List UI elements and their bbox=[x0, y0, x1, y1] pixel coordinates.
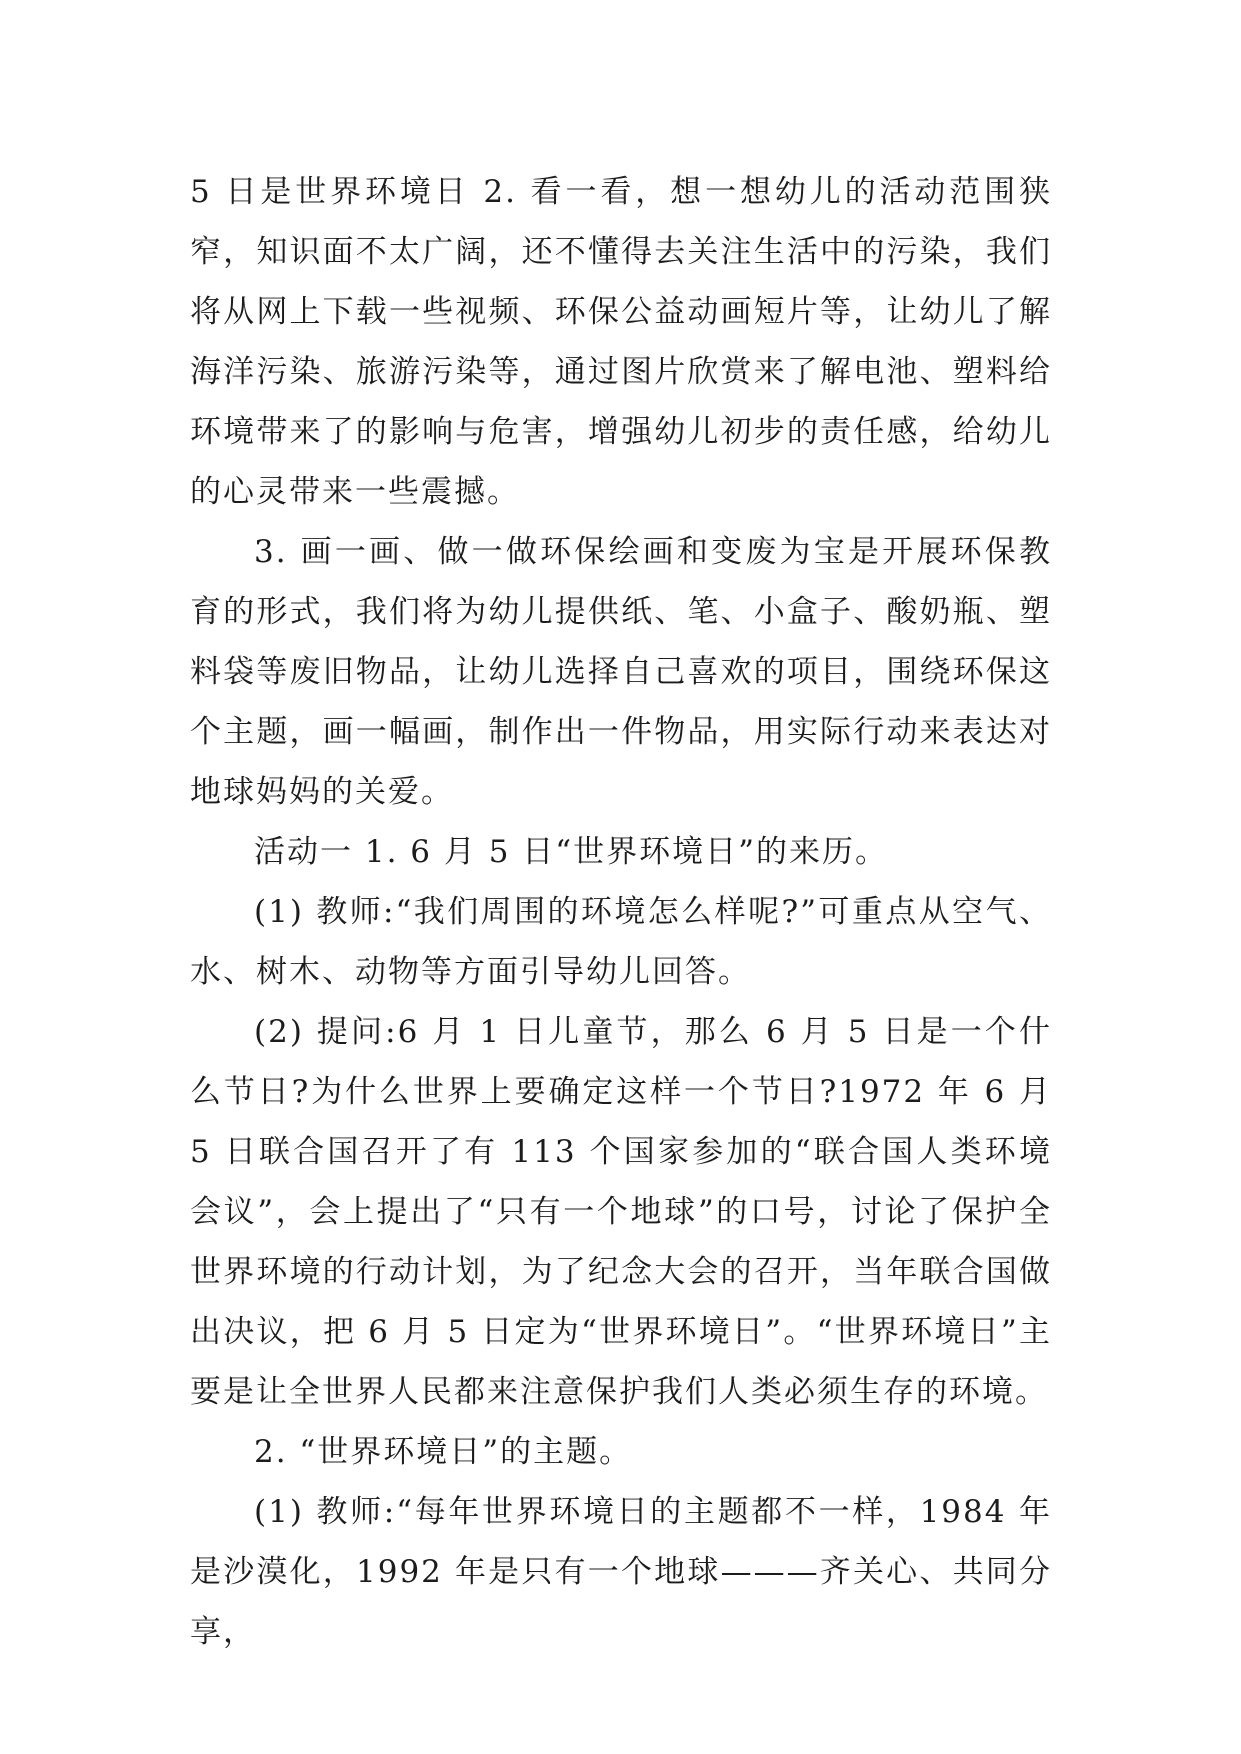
paragraph-environment-day-history: (2) 提问:6 月 1 日儿童节，那么 6 月 5 日是一个什么节日?为什么世界上要确定这样一个节日?1972 年 6 月 5 日联合国召开了有 113 个国家参加的“联合国人类环境会议”，会上提出了“只有一个地球”的口号，讨论了保护全世界环境的行动计划，为了纪念大会的召开，当年联合国做出决议，把 6 月 5 日定为“世界环境日”。“世界环境日”主要是让全世界人民都来注意保护我们人类必须生存的环境。 bbox=[190, 1014, 1052, 1410]
paragraph-teacher-question: (1) 教师:“我们周围的环境怎么样呢?”可重点从空气、水、树木、动物等方面引导幼儿回答。 bbox=[190, 894, 1052, 990]
paragraph-theme-heading: 2. “世界环境日”的主题。 bbox=[254, 1434, 633, 1470]
paragraph-yearly-themes: (1) 教师:“每年世界环境日的主题都不一样，1984 年是沙漠化，1992 年是只有一个地球———齐关心、共同分享， bbox=[190, 1494, 1052, 1650]
document-body bbox=[190, 162, 1052, 1662]
paragraph-activity-one-heading: 活动一 1. 6 月 5 日“世界环境日”的来历。 bbox=[254, 834, 888, 870]
paragraph-draw-and-make: 3. 画一画、做一做环保绘画和变废为宝是开展环保教育的形式，我们将为幼儿提供纸、笔、小盒子、酸奶瓶、塑料袋等废旧物品，让幼儿选择自己喜欢的项目，围绕环保这个主题，画一幅画，制作出一件物品，用实际行动来表达对地球妈妈的关爱。 bbox=[190, 534, 1052, 810]
paragraph-continuation: 5 日是世界环境日 2. 看一看，想一想幼儿的活动范围狭窄，知识面不太广阔，还不懂得去关注生活中的污染，我们将从网上下载一些视频、环保公益动画短片等，让幼儿了解海洋污染、旅游污染等，通过图片欣赏来了解电池、塑料给环境带来了的影响与危害，增强幼儿初步的责任感，给幼儿的心灵带来一些震撼。 bbox=[190, 174, 1052, 510]
